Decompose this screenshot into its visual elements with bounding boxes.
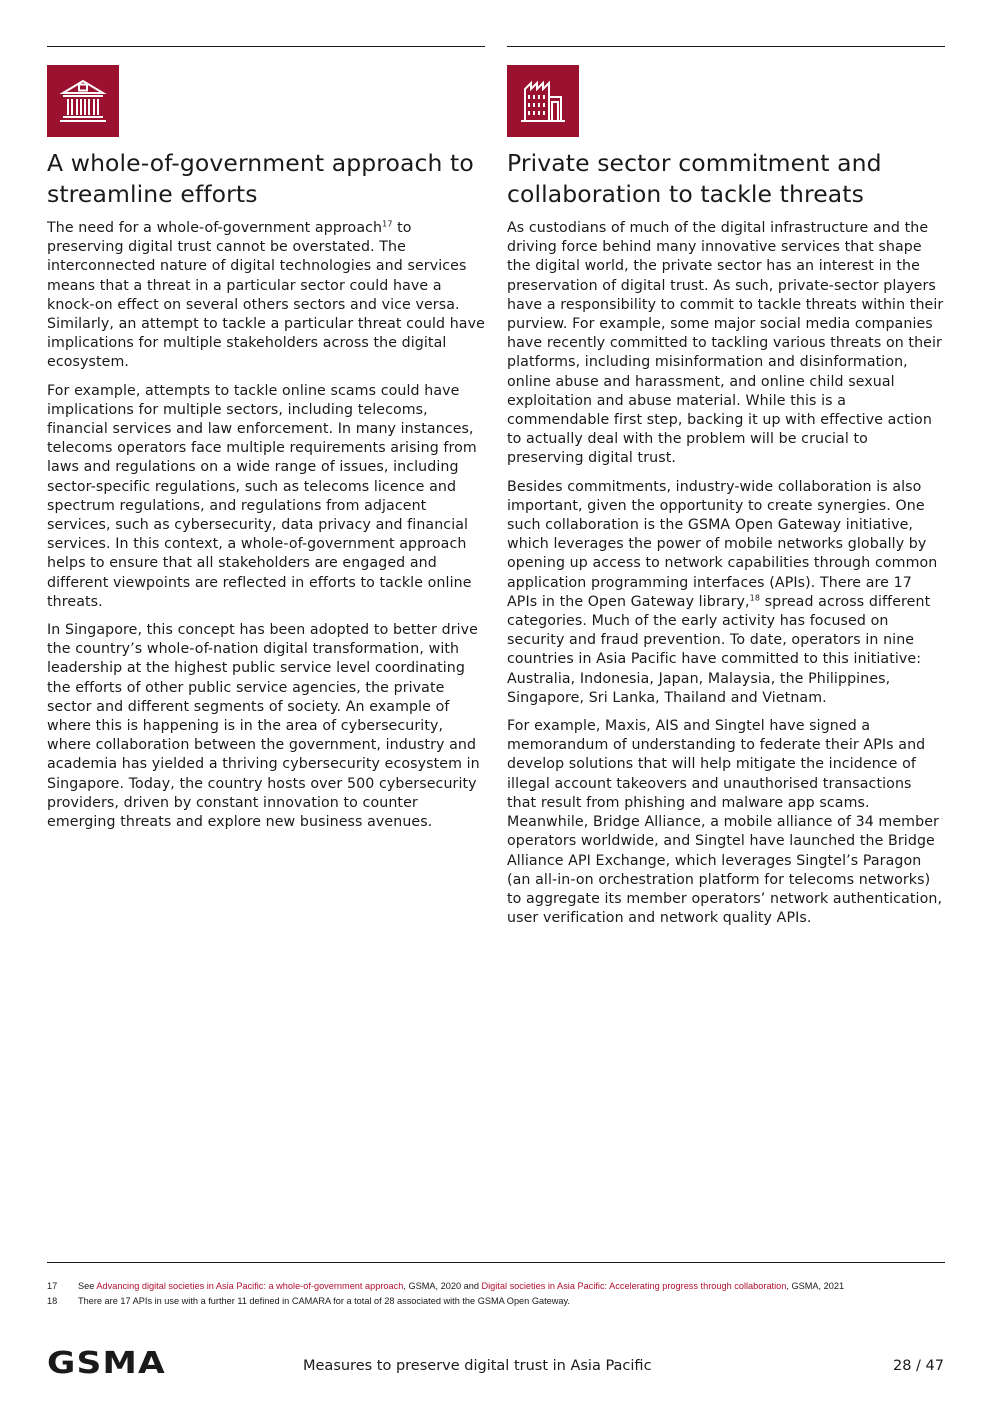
left-column [47, 46, 485, 832]
footer-title: Measures to preserve digital trust in Asia Pacific [303, 1358, 652, 1374]
footnote-18 [47, 1295, 945, 1307]
footnote-link-accelerating-progress[interactable]: Digital societies in Asia Pacific: Accelerating progress through collaboration [481, 1281, 787, 1291]
right-column [507, 46, 945, 928]
footnote-number: 18 [47, 1296, 58, 1306]
footnote-17 [47, 1280, 945, 1292]
footnote-ref-18[interactable]: 18 [749, 593, 761, 603]
footnote-divider [47, 1262, 945, 1263]
left-divider [47, 46, 485, 47]
government-building-icon [47, 65, 119, 137]
footnote-link-whole-of-government[interactable]: Advancing digital societies in Asia Pacific: a whole-of-government approach [96, 1281, 404, 1291]
right-heading: Private sector commitment and collaboration to tackle threats [507, 149, 882, 208]
right-paragraph-2: Besides commitments, industry-wide collaboration is also important, given the opportunity to create synergies. One such collaboration is the GSMA Open Gateway initiative, which leverages the power of mobile networks globally by opening up access to network capabilities through common application programming interfaces (APIs). There are 17 APIs in the Open Gateway library,$^{18}$ spread across different categories. Much of the early activity has focused on security and fraud prevention. To date, operators in nine countries in Asia Pacific have committed to this initiative: Australia, Indonesia, Japan, Malaysia, the Philippines, Singapore, Sri Lanka, Thailand and Vietnam. [507, 478, 938, 706]
footnote-text: See Advancing digital societies in Asia Pacific: a whole-of-government approach, GSMA, 2020 and Digital societies in Asia Pacific: Accelerating progress through collaboration, GSMA, 2021 [78, 1281, 845, 1291]
left-paragraph-1: The need for a whole-of-government approach$^{17}$ to preserving digital trust cannot be overstated. The interconnected nature of digital technologies and services means that a threat in a particular sector could have a knock-on effect on several others sectors and vice versa. Similarly, an attempt to tackle a particular threat could have implications for multiple stakeholders across the digital ecosystem. [47, 219, 485, 371]
left-paragraph-2: For example, attempts to tackle online scams could have implications for multiple sectors, including telecoms, financial services and law enforcement. In many instances, telecoms operators face multiple requirements arising from laws and regulations on a wide range of issues, including sector-specific regulations, such as telecoms licence and spectrum regulations, and regulations from adjacent services, such as cybersecurity, data privacy and financial services. In this context, a whole-of-government approach helps to ensure that all stakeholders are engaged and different viewpoints are reflected in efforts to tackle online threats. [47, 382, 477, 610]
left-heading: A whole-of-government approach to streamline efforts [47, 149, 474, 208]
footnote-text: There are 17 APIs in use with a further 11 defined in CAMARA for a total of 28 associated with the GSMA Open Gateway. [78, 1296, 570, 1306]
right-paragraph-3: For example, Maxis, AIS and Singtel have signed a memorandum of understanding to federate their APIs and develop solutions that will help mitigate the incidence of illegal account takeovers and unauthorised transactions that result from phishing and malware app scams. Meanwhile, Bridge Alliance, a mobile alliance of 34 member operators worldwide, and Singtel have launched the Bridge Alliance API Exchange, which leverages Singtel’s Paragon (an all-in-on orchestration platform for telecoms networks) to aggregate its member operators’ network authentication, user verification and network quality APIs. [507, 718, 943, 927]
page-number: 28 / 47 [892, 1358, 944, 1374]
right-paragraph-1: As custodians of much of the digital infrastructure and the driving force behind many innovative services that shape the digital world, the private sector has an interest in the preservation of digital trust. As such, private-sector players have a responsibility to commit to tackle threats within their purview. For example, some major social media companies have recently committed to tackling various threats on their platforms, including misinformation and disinformation, online abuse and harassment, and online child sexual exploitation and abuse material. While this is a commendable first step, backing it up with effective action to actually deal with the problem will be crucial to preserving digital trust. [507, 220, 944, 467]
gsma-logo: GSMA [47, 1346, 166, 1381]
footnote-ref-17[interactable]: 17 [382, 219, 393, 229]
right-divider [507, 46, 945, 47]
footnotes [47, 1280, 945, 1310]
footnote-number: 17 [47, 1281, 58, 1291]
office-building-icon [507, 65, 579, 137]
left-paragraph-3: In Singapore, this concept has been adopted to better drive the country’s whole-of-nation digital transformation, with leadership at the highest public service level coordinating the efforts of other public service agencies, the private sector and different segments of society. An example of where this is happening is in the area of cybersecurity, where collaboration between the government, industry and academia has yielded a thriving cybersecurity ecosystem in Singapore. Today, the country hosts over 500 cybersecurity providers, driven by constant innovation to counter emerging threats and explore new business avenues. [47, 622, 480, 831]
